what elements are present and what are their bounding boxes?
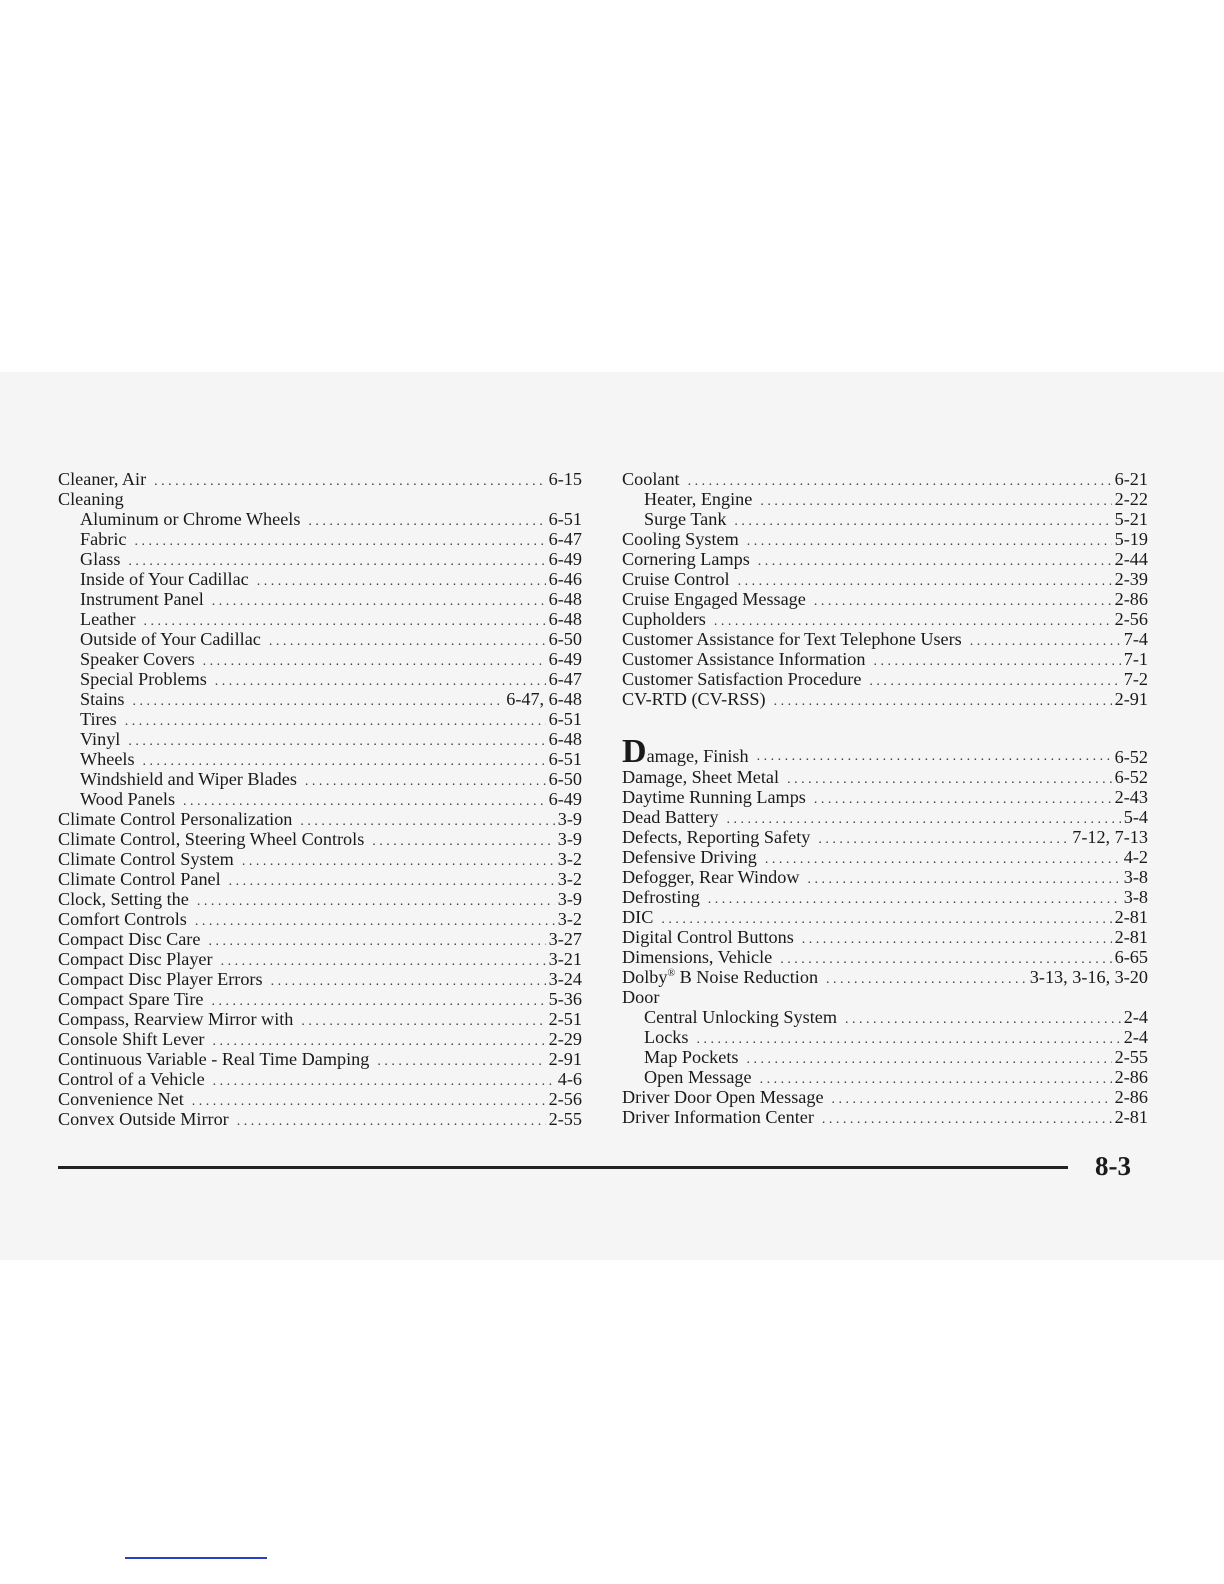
index-entry [58, 1009, 582, 1029]
dot-leader [818, 830, 1069, 850]
dot-leader [237, 1112, 546, 1132]
index-entry [622, 629, 1148, 649]
index-entry-pages: 6-52 [1114, 767, 1148, 787]
index-entry [622, 827, 1148, 847]
section-dropcap-d: D [622, 733, 647, 770]
index-entry-pages: 2-81 [1114, 907, 1148, 927]
index-entry-pages: 3-2 [557, 909, 582, 929]
index-entry-text: Driver Information Center [622, 1107, 814, 1127]
index-entry [622, 549, 1148, 569]
index-entry-text: Cupholders [622, 609, 706, 629]
index-entry-pages: 6-50 [548, 769, 582, 789]
index-subentry [622, 509, 1148, 529]
index-entry-text: Map Pockets [644, 1047, 739, 1067]
index-entry-text: Cornering Lamps [622, 549, 750, 569]
index-entry-text: Climate Control Panel [58, 869, 221, 889]
index-column-right [622, 469, 1148, 1127]
index-entry-pages: 3-2 [557, 869, 582, 889]
index-entry [622, 927, 1148, 947]
dot-leader [128, 732, 545, 752]
index-entry-pages: 6-48 [548, 729, 582, 749]
dot-leader [132, 692, 503, 712]
dot-leader [242, 852, 555, 872]
dot-leader [970, 632, 1121, 652]
index-entry-pages: 2-81 [1114, 1107, 1148, 1127]
index-entry-text: Cruise Control [622, 569, 730, 589]
index-entry [622, 1107, 1148, 1127]
index-entry-pages: 3-8 [1123, 867, 1148, 887]
dot-leader [134, 532, 545, 552]
index-entry-pages: 6-51 [548, 749, 582, 769]
index-entry-pages: 2-39 [1114, 569, 1148, 589]
index-entry [58, 889, 582, 909]
index-entry-pages: 5-36 [548, 989, 582, 1009]
index-entry-pages: 6-49 [548, 789, 582, 809]
index-entry-text: Damage, Sheet Metal [622, 767, 780, 787]
index-entry [58, 1029, 582, 1049]
index-entry-pages: 7-4 [1123, 629, 1148, 649]
index-entry-pages: 6-48 [548, 609, 582, 629]
index-entry-pages: 3-13, 3-16, 3-20 [1029, 967, 1148, 987]
index-entry-pages: 7-2 [1123, 669, 1148, 689]
index-entry-text: Stains [80, 689, 125, 709]
dot-leader [757, 747, 1112, 767]
index-entry [622, 609, 1148, 629]
index-entry-pages: 6-47, 6-48 [506, 689, 582, 709]
index-entry [58, 1109, 582, 1129]
index-subentry [622, 1067, 1148, 1087]
index-entry-pages: 6-65 [1114, 947, 1148, 967]
index-entry [58, 849, 582, 869]
index-entry-pages: 2-43 [1114, 787, 1148, 807]
index-entry-text-part: Dolby [622, 967, 668, 987]
index-entry-text: Convex Outside Mirror [58, 1109, 229, 1129]
dot-leader [787, 770, 1112, 790]
dot-leader [814, 790, 1112, 810]
dot-leader [774, 692, 1112, 712]
index-entry-text-part: B Noise Reduction [675, 967, 819, 987]
index-entry-text: Climate Control Personalization [58, 809, 293, 829]
dot-leader [154, 472, 545, 492]
dot-leader [802, 930, 1112, 950]
index-entry-text: Special Problems [80, 669, 207, 689]
index-subentry [58, 669, 582, 689]
index-entry-pages: 2-91 [1114, 689, 1148, 709]
index-entry-pages: 3-9 [557, 889, 582, 909]
index-entry-text: Defrosting [622, 887, 700, 907]
index-subentry [58, 589, 582, 609]
index-subentry [58, 609, 582, 629]
dot-leader [257, 572, 546, 592]
index-entry-pages: 2-91 [548, 1049, 582, 1069]
bottom-underline-mark [125, 1557, 267, 1559]
index-entry-pages: 4-2 [1123, 847, 1148, 867]
index-entry-text: Defensive Driving [622, 847, 757, 867]
index-entry-text: Dead Battery [622, 807, 719, 827]
index-subentry [58, 689, 582, 709]
index-entry-pages: 5-4 [1123, 807, 1148, 827]
index-entry-pages: 3-9 [557, 829, 582, 849]
index-subentry [58, 529, 582, 549]
index-entry-text: Wood Panels [80, 789, 176, 809]
index-entry-pages: 6-51 [548, 509, 582, 529]
index-entry-pages: 2-56 [1114, 609, 1148, 629]
index-entry [58, 809, 582, 829]
dot-leader [197, 892, 555, 912]
index-entry [622, 987, 1148, 1007]
index-entry-pages: 3-24 [548, 969, 582, 989]
dot-leader [212, 592, 546, 612]
dot-leader [814, 592, 1112, 612]
index-entry-text: Outside of Your Cadillac [80, 629, 261, 649]
index-entry [58, 869, 582, 889]
index-entry-pages: 5-19 [1114, 529, 1148, 549]
index-entry [58, 949, 582, 969]
index-entry-text [622, 967, 818, 987]
index-entry-text: Locks [644, 1027, 689, 1047]
index-entry [58, 909, 582, 929]
index-entry-text: Daytime Running Lamps [622, 787, 806, 807]
index-entry-text: Speaker Covers [80, 649, 195, 669]
index-entry-text: Compact Disc Player Errors [58, 969, 263, 989]
index-entry [622, 767, 1148, 787]
index-entry [58, 469, 582, 489]
index-entry-pages: 2-22 [1114, 489, 1148, 509]
index-entry-pages: 7-12, 7-13 [1072, 827, 1148, 847]
index-entry [622, 529, 1148, 549]
index-entry [622, 887, 1148, 907]
index-entry-pages: 6-46 [548, 569, 582, 589]
index-subentry [58, 569, 582, 589]
dot-leader [271, 972, 546, 992]
index-entry-pages: 4-6 [557, 1069, 582, 1089]
index-entry-text: Open Message [644, 1067, 752, 1087]
index-entry [622, 1087, 1148, 1107]
dot-leader [758, 552, 1112, 572]
index-entry [622, 469, 1148, 489]
dot-leader [869, 672, 1120, 692]
index-entry-pages: 6-21 [1114, 469, 1148, 489]
index-subentry [58, 549, 582, 569]
index-entry-pages: 2-86 [1114, 1087, 1148, 1107]
index-entry-text: Defects, Reporting Safety [622, 827, 811, 847]
index-entry [622, 847, 1148, 867]
index-entry-text [622, 733, 749, 770]
index-entry-text: Comfort Controls [58, 909, 187, 929]
index-entry-text: Customer Assistance for Text Telephone Users [622, 629, 962, 649]
index-subentry [58, 769, 582, 789]
index-entry-text: Customer Assistance Information [622, 649, 866, 669]
index-entry-pages: 2-51 [548, 1009, 582, 1029]
index-subentry [58, 709, 582, 729]
index-entry [622, 947, 1148, 967]
index-entry-text: Instrument Panel [80, 589, 204, 609]
index-entry-text: Cooling System [622, 529, 739, 549]
index-entry-text: Customer Satisfaction Procedure [622, 669, 862, 689]
index-entry-text: Compact Spare Tire [58, 989, 204, 1009]
index-group-c [622, 469, 1148, 709]
index-entry-pages: 3-21 [548, 949, 582, 969]
index-entry [58, 489, 582, 509]
index-entry-text: Central Unlocking System [644, 1007, 837, 1027]
index-entry [622, 569, 1148, 589]
index-entry-text: CV-RTD (CV-RSS) [622, 689, 766, 709]
index-subentry [58, 749, 582, 769]
index-entry-pages: 2-4 [1123, 1007, 1148, 1027]
dot-leader [708, 890, 1121, 910]
index-entry-text: Continuous Variable - Real Time Damping [58, 1049, 370, 1069]
index-entry [622, 689, 1148, 709]
index-entry [622, 907, 1148, 927]
index-entry-text: Leather [80, 609, 136, 629]
dot-leader [372, 832, 554, 852]
index-subentry [622, 1027, 1148, 1047]
index-entry-text: Console Shift Lever [58, 1029, 205, 1049]
index-subentry [58, 729, 582, 749]
index-entry-pages: 6-49 [548, 649, 582, 669]
footer-rule [58, 1166, 1068, 1169]
dot-leader [305, 772, 546, 792]
index-entry-text: Control of a Vehicle [58, 1069, 205, 1089]
index-entry-pages: 7-1 [1123, 649, 1148, 669]
index-entry-pages: 6-47 [548, 529, 582, 549]
index-column-left [58, 469, 582, 1129]
dot-leader [826, 970, 1027, 990]
index-entry [622, 807, 1148, 827]
dot-leader [195, 912, 555, 932]
index-entry-pages: 6-15 [548, 469, 582, 489]
index-entry-damage-finish [622, 733, 1148, 770]
index-entry-pages: 2-55 [548, 1109, 582, 1129]
index-entry-pages: 3-8 [1123, 887, 1148, 907]
index-entry [58, 929, 582, 949]
index-entry-pages: 2-44 [1114, 549, 1148, 569]
dot-leader [747, 532, 1112, 552]
index-subentry [58, 509, 582, 529]
index-group-door [622, 987, 1148, 1127]
index-entry-text: Climate Control System [58, 849, 234, 869]
index-entry [622, 867, 1148, 887]
index-subentry [622, 1007, 1148, 1027]
index-entry-pages: 2-4 [1123, 1027, 1148, 1047]
index-entry-text: Heater, Engine [644, 489, 753, 509]
dot-leader [832, 1090, 1112, 1110]
index-entry-text: Windshield and Wiper Blades [80, 769, 297, 789]
index-entry-text: Defogger, Rear Window [622, 867, 800, 887]
index-entry [58, 1069, 582, 1089]
index-entry [58, 1049, 582, 1069]
dot-leader [269, 632, 546, 652]
dot-leader [746, 1050, 1111, 1070]
index-entry [622, 787, 1148, 807]
dot-leader [822, 1110, 1112, 1130]
index-entry [58, 989, 582, 1009]
index-entry [622, 649, 1148, 669]
index-entry [622, 589, 1148, 609]
index-entry-text: Tires [80, 709, 117, 729]
index-subentry [622, 489, 1148, 509]
dot-leader [696, 1030, 1120, 1050]
index-entry-pages: 2-55 [1114, 1047, 1148, 1067]
index-entry-text: Compact Disc Player [58, 949, 213, 969]
index-entry-text: Digital Control Buttons [622, 927, 794, 947]
index-entry-pages: 6-48 [548, 589, 582, 609]
index-entry-pages: 2-86 [1114, 1067, 1148, 1087]
index-entry-pages: 6-52 [1114, 747, 1148, 767]
index-entry-text: Glass [80, 549, 121, 569]
index-subentry [622, 1047, 1148, 1067]
index-entry [58, 1089, 582, 1109]
index-entry-text: Compass, Rearview Mirror with [58, 1009, 294, 1029]
index-entry-pages: 6-50 [548, 629, 582, 649]
index-entry-text: Climate Control, Steering Wheel Controls [58, 829, 365, 849]
index-entry-text: Cleaning [58, 489, 124, 509]
index-entry-text: Surge Tank [644, 509, 727, 529]
dot-leader [377, 1052, 545, 1072]
index-subentry [58, 649, 582, 669]
index-entry-pages: 3-27 [548, 929, 582, 949]
index-entry-pages: 2-86 [1114, 589, 1148, 609]
dot-leader [213, 1072, 555, 1092]
index-entry-text: Compact Disc Care [58, 929, 201, 949]
index-entry-text: Convenience Net [58, 1089, 184, 1109]
index-entry-text-rest: amage, Finish [646, 746, 749, 766]
index-entry-text: Cruise Engaged Message [622, 589, 806, 609]
dot-leader [808, 870, 1121, 890]
dot-leader [765, 850, 1121, 870]
page-number: 8-3 [1095, 1151, 1131, 1181]
index-entry-pages: 2-56 [548, 1089, 582, 1109]
index-entry-text: Aluminum or Chrome Wheels [80, 509, 301, 529]
index-entry-text: Coolant [622, 469, 680, 489]
index-entry-pages: 6-47 [548, 669, 582, 689]
dot-leader [845, 1010, 1121, 1030]
index-entry-pages: 5-21 [1114, 509, 1148, 529]
dot-leader [203, 652, 546, 672]
index-entry-text: Cleaner, Air [58, 469, 147, 489]
dot-leader [125, 712, 546, 732]
index-entry [622, 669, 1148, 689]
index-entry-pages: 2-81 [1114, 927, 1148, 947]
index-entry-pages: 3-2 [557, 849, 582, 869]
dot-leader [873, 652, 1120, 672]
index-entry-text: Door [622, 987, 660, 1007]
index-entry-text: Dimensions, Vehicle [622, 947, 773, 967]
dot-leader [229, 872, 555, 892]
dot-leader [192, 1092, 546, 1112]
index-entry-text: DIC [622, 907, 654, 927]
index-entry [58, 969, 582, 989]
index-entry [58, 829, 582, 849]
dot-leader [215, 672, 546, 692]
index-entry-text: Wheels [80, 749, 135, 769]
index-entry-pages: 6-51 [548, 709, 582, 729]
dot-leader [760, 492, 1111, 512]
dot-leader [308, 512, 545, 532]
dot-leader [221, 952, 546, 972]
index-entry-text: Driver Door Open Message [622, 1087, 824, 1107]
dot-leader [734, 512, 1111, 532]
index-entry-text: Clock, Setting the [58, 889, 189, 909]
index-entry-pages: 3-9 [557, 809, 582, 829]
index-subentry [58, 789, 582, 809]
dot-leader [301, 1012, 545, 1032]
index-entry-text: Inside of Your Cadillac [80, 569, 249, 589]
index-subentry [58, 629, 582, 649]
index-entry-text: Fabric [80, 529, 127, 549]
registered-mark: ® [667, 967, 676, 979]
index-entry-dolby [622, 967, 1148, 987]
index-entry-pages: 6-49 [548, 549, 582, 569]
index-group-d [622, 767, 1148, 967]
index-entry-text: Vinyl [80, 729, 121, 749]
dot-leader [208, 932, 545, 952]
index-entry-pages: 2-29 [548, 1029, 582, 1049]
